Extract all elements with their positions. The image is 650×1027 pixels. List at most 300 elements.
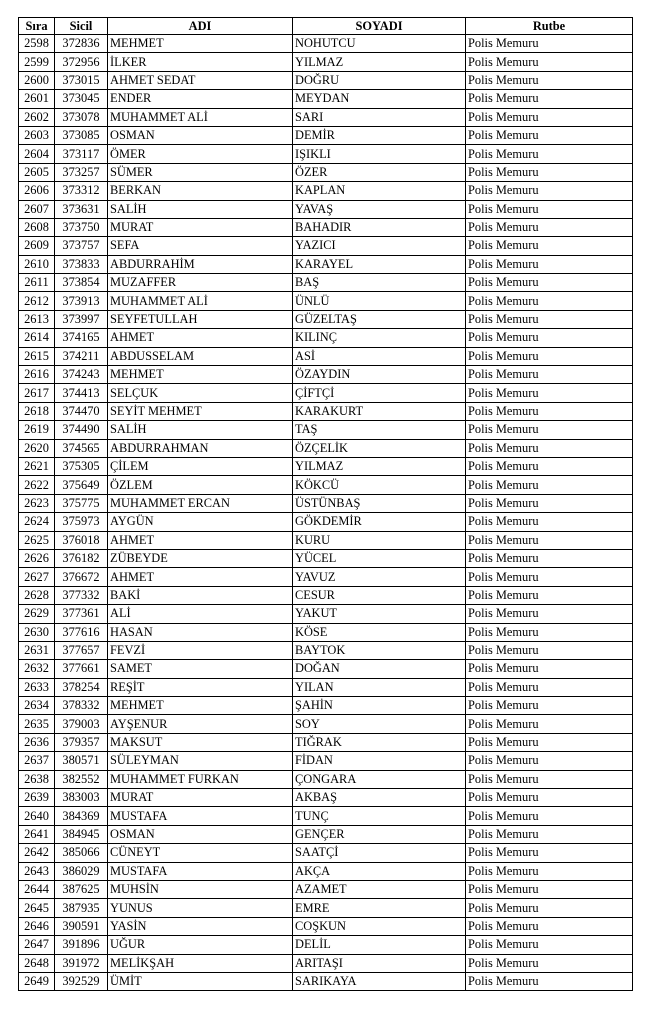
cell-rutbe: Polis Memuru bbox=[466, 752, 633, 770]
cell-adi: MUZAFFER bbox=[108, 274, 293, 292]
cell-sicil: 373117 bbox=[55, 145, 108, 163]
table-row bbox=[19, 457, 633, 475]
cell-adi: YASİN bbox=[108, 917, 293, 935]
cell-rutbe: Polis Memuru bbox=[466, 163, 633, 181]
cell-adi: ZÜBEYDE bbox=[108, 549, 293, 567]
table-row bbox=[19, 678, 633, 696]
cell-soyadi: KARAKURT bbox=[293, 402, 466, 420]
cell-sicil: 377616 bbox=[55, 623, 108, 641]
cell-sira: 2616 bbox=[19, 366, 55, 384]
cell-soyadi: AKÇA bbox=[293, 862, 466, 880]
cell-sira: 2621 bbox=[19, 457, 55, 475]
cell-rutbe: Polis Memuru bbox=[466, 733, 633, 751]
cell-rutbe: Polis Memuru bbox=[466, 200, 633, 218]
cell-rutbe: Polis Memuru bbox=[466, 255, 633, 273]
table-row bbox=[19, 697, 633, 715]
cell-soyadi: TIĞRAK bbox=[293, 733, 466, 751]
cell-rutbe: Polis Memuru bbox=[466, 476, 633, 494]
cell-soyadi: ÇONGARA bbox=[293, 770, 466, 788]
cell-adi: MURAT bbox=[108, 789, 293, 807]
cell-rutbe: Polis Memuru bbox=[466, 568, 633, 586]
table-row bbox=[19, 880, 633, 898]
cell-sicil: 374211 bbox=[55, 347, 108, 365]
cell-soyadi: DOĞAN bbox=[293, 660, 466, 678]
cell-adi: FEVZİ bbox=[108, 641, 293, 659]
table-row bbox=[19, 384, 633, 402]
table-row bbox=[19, 641, 633, 659]
cell-rutbe: Polis Memuru bbox=[466, 347, 633, 365]
cell-sira: 2648 bbox=[19, 954, 55, 972]
cell-sira: 2602 bbox=[19, 108, 55, 126]
table-row bbox=[19, 53, 633, 71]
cell-soyadi: ÜSTÜNBAŞ bbox=[293, 494, 466, 512]
cell-sicil: 373913 bbox=[55, 292, 108, 310]
cell-sicil: 373833 bbox=[55, 255, 108, 273]
cell-rutbe: Polis Memuru bbox=[466, 678, 633, 696]
cell-soyadi: KARAYEL bbox=[293, 255, 466, 273]
cell-adi: AHMET SEDAT bbox=[108, 71, 293, 89]
cell-sira: 2645 bbox=[19, 899, 55, 917]
cell-sira: 2604 bbox=[19, 145, 55, 163]
cell-soyadi: YÜCEL bbox=[293, 549, 466, 567]
cell-sira: 2609 bbox=[19, 237, 55, 255]
cell-adi: BAKİ bbox=[108, 586, 293, 604]
cell-soyadi: YILMAZ bbox=[293, 457, 466, 475]
cell-sicil: 376672 bbox=[55, 568, 108, 586]
cell-soyadi: NOHUTCU bbox=[293, 35, 466, 53]
cell-adi: MELİKŞAH bbox=[108, 954, 293, 972]
table-header-row bbox=[19, 18, 633, 35]
cell-soyadi: ARITAŞI bbox=[293, 954, 466, 972]
cell-rutbe: Polis Memuru bbox=[466, 770, 633, 788]
cell-adi: ABDURRAHMAN bbox=[108, 439, 293, 457]
cell-rutbe: Polis Memuru bbox=[466, 954, 633, 972]
table-row bbox=[19, 568, 633, 586]
table-row bbox=[19, 90, 633, 108]
cell-adi: MAKSUT bbox=[108, 733, 293, 751]
table-row bbox=[19, 862, 633, 880]
cell-soyadi: YILMAZ bbox=[293, 53, 466, 71]
cell-sicil: 374490 bbox=[55, 421, 108, 439]
cell-sicil: 373312 bbox=[55, 182, 108, 200]
cell-sicil: 375649 bbox=[55, 476, 108, 494]
table-row bbox=[19, 586, 633, 604]
cell-adi: MEHMET bbox=[108, 366, 293, 384]
cell-adi: AHMET bbox=[108, 568, 293, 586]
cell-sira: 2637 bbox=[19, 752, 55, 770]
cell-adi: UĞUR bbox=[108, 936, 293, 954]
cell-sira: 2611 bbox=[19, 274, 55, 292]
cell-adi: MEHMET bbox=[108, 697, 293, 715]
cell-sicil: 378254 bbox=[55, 678, 108, 696]
table-row bbox=[19, 733, 633, 751]
cell-soyadi: KILINÇ bbox=[293, 329, 466, 347]
cell-sira: 2634 bbox=[19, 697, 55, 715]
cell-adi: BERKAN bbox=[108, 182, 293, 200]
table-row bbox=[19, 531, 633, 549]
cell-sicil: 374243 bbox=[55, 366, 108, 384]
cell-sira: 2623 bbox=[19, 494, 55, 512]
cell-adi: MUHAMMET ALİ bbox=[108, 292, 293, 310]
cell-soyadi: GENÇER bbox=[293, 825, 466, 843]
cell-sira: 2600 bbox=[19, 71, 55, 89]
cell-soyadi: SARI bbox=[293, 108, 466, 126]
cell-sicil: 373757 bbox=[55, 237, 108, 255]
header-sicil: Sicil bbox=[55, 18, 108, 35]
cell-sira: 2626 bbox=[19, 549, 55, 567]
cell-soyadi: BAYTOK bbox=[293, 641, 466, 659]
cell-sira: 2649 bbox=[19, 972, 55, 990]
cell-soyadi: YAZICI bbox=[293, 237, 466, 255]
cell-rutbe: Polis Memuru bbox=[466, 182, 633, 200]
table-row bbox=[19, 310, 633, 328]
table-row bbox=[19, 476, 633, 494]
cell-sira: 2599 bbox=[19, 53, 55, 71]
cell-sicil: 380571 bbox=[55, 752, 108, 770]
cell-rutbe: Polis Memuru bbox=[466, 917, 633, 935]
cell-adi: SALİH bbox=[108, 200, 293, 218]
cell-sicil: 391972 bbox=[55, 954, 108, 972]
cell-adi: ABDUSSELAM bbox=[108, 347, 293, 365]
table-row bbox=[19, 347, 633, 365]
cell-sira: 2633 bbox=[19, 678, 55, 696]
cell-sicil: 377332 bbox=[55, 586, 108, 604]
cell-adi: AYŞENUR bbox=[108, 715, 293, 733]
cell-adi: YUNUS bbox=[108, 899, 293, 917]
cell-adi: MUSTAFA bbox=[108, 807, 293, 825]
cell-sicil: 373015 bbox=[55, 71, 108, 89]
cell-rutbe: Polis Memuru bbox=[466, 90, 633, 108]
cell-adi: SAMET bbox=[108, 660, 293, 678]
cell-rutbe: Polis Memuru bbox=[466, 605, 633, 623]
cell-sicil: 376182 bbox=[55, 549, 108, 567]
table-row bbox=[19, 200, 633, 218]
cell-sicil: 386029 bbox=[55, 862, 108, 880]
cell-soyadi: EMRE bbox=[293, 899, 466, 917]
cell-adi: İLKER bbox=[108, 53, 293, 71]
cell-rutbe: Polis Memuru bbox=[466, 862, 633, 880]
table-row bbox=[19, 145, 633, 163]
cell-sicil: 383003 bbox=[55, 789, 108, 807]
cell-rutbe: Polis Memuru bbox=[466, 329, 633, 347]
cell-sira: 2619 bbox=[19, 421, 55, 439]
cell-sicil: 374165 bbox=[55, 329, 108, 347]
cell-sicil: 391896 bbox=[55, 936, 108, 954]
cell-soyadi: FİDAN bbox=[293, 752, 466, 770]
cell-sicil: 375305 bbox=[55, 457, 108, 475]
cell-adi: MUSTAFA bbox=[108, 862, 293, 880]
cell-sira: 2615 bbox=[19, 347, 55, 365]
table-row bbox=[19, 182, 633, 200]
cell-sira: 2601 bbox=[19, 90, 55, 108]
cell-rutbe: Polis Memuru bbox=[466, 972, 633, 990]
cell-soyadi: KURU bbox=[293, 531, 466, 549]
cell-sicil: 379357 bbox=[55, 733, 108, 751]
cell-rutbe: Polis Memuru bbox=[466, 789, 633, 807]
table-row bbox=[19, 917, 633, 935]
cell-rutbe: Polis Memuru bbox=[466, 384, 633, 402]
cell-sira: 2617 bbox=[19, 384, 55, 402]
cell-soyadi: AKBAŞ bbox=[293, 789, 466, 807]
cell-soyadi: ŞAHİN bbox=[293, 697, 466, 715]
cell-sira: 2613 bbox=[19, 310, 55, 328]
table-row bbox=[19, 954, 633, 972]
cell-rutbe: Polis Memuru bbox=[466, 35, 633, 53]
cell-adi: SÜMER bbox=[108, 163, 293, 181]
cell-soyadi: SARIKAYA bbox=[293, 972, 466, 990]
cell-adi: AHMET bbox=[108, 329, 293, 347]
cell-sicil: 373078 bbox=[55, 108, 108, 126]
header-adi: ADI bbox=[108, 18, 293, 35]
cell-soyadi: DEMİR bbox=[293, 126, 466, 144]
cell-soyadi: YAVUZ bbox=[293, 568, 466, 586]
cell-adi: MUHAMMET FURKAN bbox=[108, 770, 293, 788]
cell-sira: 2641 bbox=[19, 825, 55, 843]
cell-sira: 2628 bbox=[19, 586, 55, 604]
cell-soyadi: COŞKUN bbox=[293, 917, 466, 935]
cell-sicil: 377661 bbox=[55, 660, 108, 678]
cell-soyadi: BAŞ bbox=[293, 274, 466, 292]
cell-rutbe: Polis Memuru bbox=[466, 494, 633, 512]
cell-rutbe: Polis Memuru bbox=[466, 310, 633, 328]
cell-sicil: 376018 bbox=[55, 531, 108, 549]
table-body bbox=[19, 35, 633, 991]
table-row bbox=[19, 126, 633, 144]
cell-sicil: 374470 bbox=[55, 402, 108, 420]
cell-rutbe: Polis Memuru bbox=[466, 697, 633, 715]
cell-sira: 2598 bbox=[19, 35, 55, 53]
cell-rutbe: Polis Memuru bbox=[466, 660, 633, 678]
cell-soyadi: SAATÇİ bbox=[293, 844, 466, 862]
table-row bbox=[19, 972, 633, 990]
cell-soyadi: AZAMET bbox=[293, 880, 466, 898]
cell-adi: SEYFETULLAH bbox=[108, 310, 293, 328]
cell-sicil: 373750 bbox=[55, 218, 108, 236]
cell-adi: OSMAN bbox=[108, 126, 293, 144]
cell-adi: OSMAN bbox=[108, 825, 293, 843]
cell-sira: 2643 bbox=[19, 862, 55, 880]
cell-sira: 2631 bbox=[19, 641, 55, 659]
cell-sira: 2620 bbox=[19, 439, 55, 457]
table-row bbox=[19, 421, 633, 439]
table-row bbox=[19, 255, 633, 273]
header-sira: Sıra bbox=[19, 18, 55, 35]
cell-sicil: 385066 bbox=[55, 844, 108, 862]
cell-sira: 2636 bbox=[19, 733, 55, 751]
table-row bbox=[19, 366, 633, 384]
cell-soyadi: ÜNLÜ bbox=[293, 292, 466, 310]
cell-rutbe: Polis Memuru bbox=[466, 53, 633, 71]
cell-adi: MEHMET bbox=[108, 35, 293, 53]
cell-adi: MUHAMMET ALİ bbox=[108, 108, 293, 126]
cell-soyadi: KÖSE bbox=[293, 623, 466, 641]
cell-rutbe: Polis Memuru bbox=[466, 899, 633, 917]
cell-rutbe: Polis Memuru bbox=[466, 457, 633, 475]
cell-rutbe: Polis Memuru bbox=[466, 126, 633, 144]
cell-adi: HASAN bbox=[108, 623, 293, 641]
table-row bbox=[19, 623, 633, 641]
cell-soyadi: YAKUT bbox=[293, 605, 466, 623]
cell-sira: 2624 bbox=[19, 513, 55, 531]
cell-sira: 2647 bbox=[19, 936, 55, 954]
cell-sira: 2610 bbox=[19, 255, 55, 273]
table-row bbox=[19, 163, 633, 181]
cell-sicil: 373257 bbox=[55, 163, 108, 181]
cell-sira: 2625 bbox=[19, 531, 55, 549]
table-row bbox=[19, 35, 633, 53]
cell-soyadi: DELİL bbox=[293, 936, 466, 954]
cell-sira: 2630 bbox=[19, 623, 55, 641]
cell-sicil: 390591 bbox=[55, 917, 108, 935]
cell-rutbe: Polis Memuru bbox=[466, 292, 633, 310]
cell-sicil: 392529 bbox=[55, 972, 108, 990]
cell-adi: ÖMER bbox=[108, 145, 293, 163]
cell-adi: MURAT bbox=[108, 218, 293, 236]
cell-rutbe: Polis Memuru bbox=[466, 218, 633, 236]
cell-sira: 2635 bbox=[19, 715, 55, 733]
cell-sicil: 379003 bbox=[55, 715, 108, 733]
cell-adi: SEYİT MEHMET bbox=[108, 402, 293, 420]
header-rutbe: Rutbe bbox=[466, 18, 633, 35]
cell-sicil: 372956 bbox=[55, 53, 108, 71]
cell-adi: ENDER bbox=[108, 90, 293, 108]
cell-sicil: 375973 bbox=[55, 513, 108, 531]
cell-soyadi: KÖKCÜ bbox=[293, 476, 466, 494]
cell-soyadi: ASİ bbox=[293, 347, 466, 365]
cell-sira: 2605 bbox=[19, 163, 55, 181]
table-row bbox=[19, 825, 633, 843]
cell-sira: 2612 bbox=[19, 292, 55, 310]
cell-sira: 2627 bbox=[19, 568, 55, 586]
cell-soyadi: GÖKDEMİR bbox=[293, 513, 466, 531]
cell-sicil: 377361 bbox=[55, 605, 108, 623]
cell-soyadi: ÖZAYDIN bbox=[293, 366, 466, 384]
cell-rutbe: Polis Memuru bbox=[466, 936, 633, 954]
cell-rutbe: Polis Memuru bbox=[466, 71, 633, 89]
table-row bbox=[19, 899, 633, 917]
cell-soyadi: BAHADIR bbox=[293, 218, 466, 236]
cell-rutbe: Polis Memuru bbox=[466, 549, 633, 567]
cell-soyadi: YAVAŞ bbox=[293, 200, 466, 218]
cell-adi: ALİ bbox=[108, 605, 293, 623]
cell-soyadi: TUNÇ bbox=[293, 807, 466, 825]
table-row bbox=[19, 936, 633, 954]
cell-soyadi: GÜZELTAŞ bbox=[293, 310, 466, 328]
cell-rutbe: Polis Memuru bbox=[466, 439, 633, 457]
cell-sicil: 373631 bbox=[55, 200, 108, 218]
cell-rutbe: Polis Memuru bbox=[466, 623, 633, 641]
cell-rutbe: Polis Memuru bbox=[466, 844, 633, 862]
table-row bbox=[19, 789, 633, 807]
cell-sicil: 374413 bbox=[55, 384, 108, 402]
cell-sira: 2618 bbox=[19, 402, 55, 420]
table-row bbox=[19, 660, 633, 678]
cell-sicil: 373085 bbox=[55, 126, 108, 144]
cell-soyadi: SOY bbox=[293, 715, 466, 733]
cell-adi: ABDURRAHİM bbox=[108, 255, 293, 273]
cell-sicil: 373854 bbox=[55, 274, 108, 292]
cell-adi: ÜMİT bbox=[108, 972, 293, 990]
cell-soyadi: YILAN bbox=[293, 678, 466, 696]
cell-soyadi: ÖZÇELİK bbox=[293, 439, 466, 457]
cell-rutbe: Polis Memuru bbox=[466, 715, 633, 733]
table-row bbox=[19, 71, 633, 89]
cell-soyadi: CESUR bbox=[293, 586, 466, 604]
table-row bbox=[19, 329, 633, 347]
cell-rutbe: Polis Memuru bbox=[466, 366, 633, 384]
cell-rutbe: Polis Memuru bbox=[466, 586, 633, 604]
table-row bbox=[19, 237, 633, 255]
table-row bbox=[19, 274, 633, 292]
cell-soyadi: TAŞ bbox=[293, 421, 466, 439]
cell-sicil: 373045 bbox=[55, 90, 108, 108]
cell-rutbe: Polis Memuru bbox=[466, 237, 633, 255]
cell-sira: 2642 bbox=[19, 844, 55, 862]
table-row bbox=[19, 218, 633, 236]
table-row bbox=[19, 292, 633, 310]
cell-soyadi: KAPLAN bbox=[293, 182, 466, 200]
cell-rutbe: Polis Memuru bbox=[466, 421, 633, 439]
cell-rutbe: Polis Memuru bbox=[466, 825, 633, 843]
header-soyadi: SOYADI bbox=[293, 18, 466, 35]
cell-sicil: 387625 bbox=[55, 880, 108, 898]
cell-adi: ÖZLEM bbox=[108, 476, 293, 494]
cell-sicil: 378332 bbox=[55, 697, 108, 715]
cell-sira: 2639 bbox=[19, 789, 55, 807]
personnel-table bbox=[18, 17, 633, 991]
cell-rutbe: Polis Memuru bbox=[466, 880, 633, 898]
cell-rutbe: Polis Memuru bbox=[466, 807, 633, 825]
cell-adi: SÜLEYMAN bbox=[108, 752, 293, 770]
cell-sicil: 387935 bbox=[55, 899, 108, 917]
table-row bbox=[19, 605, 633, 623]
cell-sicil: 373997 bbox=[55, 310, 108, 328]
table-row bbox=[19, 108, 633, 126]
cell-adi: SEFA bbox=[108, 237, 293, 255]
cell-sira: 2629 bbox=[19, 605, 55, 623]
cell-adi: ÇİLEM bbox=[108, 457, 293, 475]
cell-sira: 2646 bbox=[19, 917, 55, 935]
cell-rutbe: Polis Memuru bbox=[466, 108, 633, 126]
cell-rutbe: Polis Memuru bbox=[466, 274, 633, 292]
cell-sira: 2622 bbox=[19, 476, 55, 494]
cell-sicil: 372836 bbox=[55, 35, 108, 53]
cell-rutbe: Polis Memuru bbox=[466, 145, 633, 163]
cell-sira: 2607 bbox=[19, 200, 55, 218]
table-row bbox=[19, 807, 633, 825]
table-row bbox=[19, 752, 633, 770]
cell-sira: 2632 bbox=[19, 660, 55, 678]
cell-sira: 2608 bbox=[19, 218, 55, 236]
cell-sira: 2606 bbox=[19, 182, 55, 200]
table-row bbox=[19, 844, 633, 862]
cell-rutbe: Polis Memuru bbox=[466, 402, 633, 420]
cell-rutbe: Polis Memuru bbox=[466, 513, 633, 531]
table-row bbox=[19, 770, 633, 788]
cell-adi: CÜNEYT bbox=[108, 844, 293, 862]
cell-sira: 2644 bbox=[19, 880, 55, 898]
table-row bbox=[19, 513, 633, 531]
cell-adi: AYGÜN bbox=[108, 513, 293, 531]
cell-rutbe: Polis Memuru bbox=[466, 641, 633, 659]
cell-soyadi: MEYDAN bbox=[293, 90, 466, 108]
cell-adi: AHMET bbox=[108, 531, 293, 549]
table-row bbox=[19, 715, 633, 733]
cell-adi: SALİH bbox=[108, 421, 293, 439]
cell-adi: REŞİT bbox=[108, 678, 293, 696]
cell-sicil: 382552 bbox=[55, 770, 108, 788]
cell-sira: 2640 bbox=[19, 807, 55, 825]
